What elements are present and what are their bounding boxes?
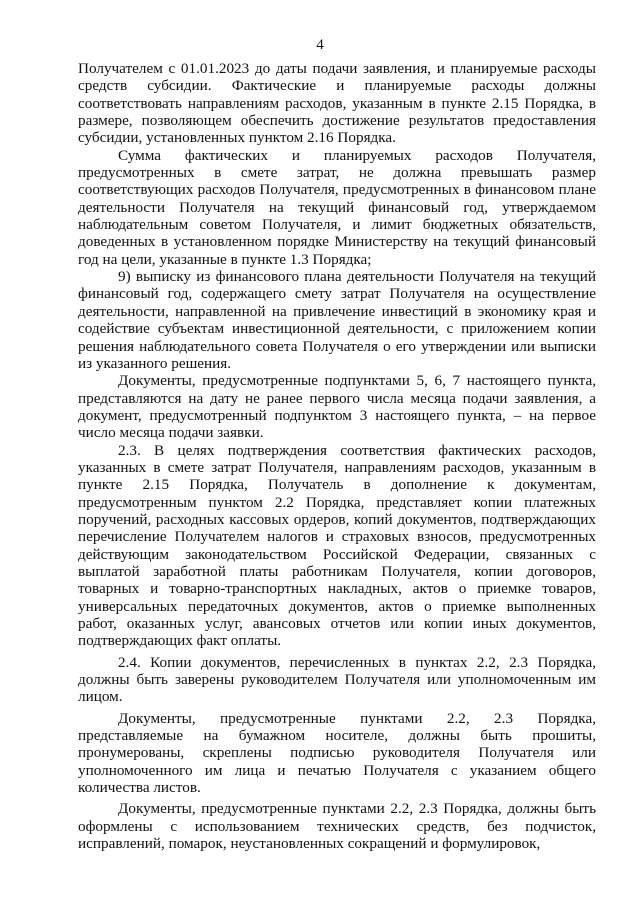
- paragraph-continuation: Получателем с 01.01.2023 до даты подачи заявления, и планируемые расходы средств субсидии. Фактические и планируемые расходы должны соответствовать направлениям расходов, указанным в пункте 2.15 Порядка, в размере, позволяющем обеспечить достижение результатов предоставления субсидии, установленных пунктом 2.16 Порядка.: [78, 60, 596, 147]
- page-number: 4: [316, 37, 324, 53]
- paragraph-paper-documents: Документы, предусмотренные пунктами 2.2, 2.3 Порядка, представляемые на бумажном носителе, должны быть прошиты, пронумерованы, скреплены подписью руководителя Получателя или уполномоченного им лица и печатью Получателя с указанием общего количества листов.: [78, 709, 596, 797]
- paragraph-2-4: 2.4. Копии документов, перечисленных в пунктах 2.2, 2.3 Порядка, должны быть заверены руководителем Получателя или уполномоченным им лицом.: [78, 653, 596, 706]
- paragraph-expenses-sum: Сумма фактических и планируемых расходов Получателя, предусмотренных в смете затрат, не должна превышать размер соответствующих расходов Получателя, предусмотренных в финансовом плане деятельности Получателя на текущий финансовый год, утверждаемом наблюдательным советом Получателя, и лимит бюджетных обязательств, доведенных в установленном порядке Министерству на текущий финансовый год на цели, указанные в пункте 1.3 Порядка;: [78, 146, 596, 268]
- paragraph-2-3: 2.3. В целях подтверждения соответствия фактических расходов, указанных в смете затрат Получателя, направлениям расходов, указанным в пункте 2.15 Порядка, Получатель в дополнение к документам, предусмотренным пунктом 2.2 Порядка, представляет копии платежных поручений, расходных кассовых ордеров, копий документов, подтверждающих перечисление Получателем налогов и страховых взносов, предусмотренных действующим законодательством Российской Федерации, связанных с выплатой заработной платы работникам Получателя, копии договоров, товарных и товарно-транспортных накладных, актов о приемке товаров, универсальных передаточных документов, актов о приемке выполненных работ, оказанных услуг, авансовых отчетов или копии иных документов, подтверждающих факт оплаты.: [78, 441, 596, 650]
- paragraph-item-9: 9) выписку из финансового плана деятельности Получателя на текущий финансовый год, содержащего смету затрат Получателя на осуществление деятельности, направленной на привлечение инвестиций в экономику края и содействие субъектам инвестиционной деятельности, с приложением копии решения наблюдательного совета Получателя о его утверждении или выписки из указанного решения.: [78, 268, 596, 372]
- paragraph-documents-format: Документы, предусмотренные пунктами 2.2, 2.3 Порядка, должны быть оформлены с использованием технических средств, без подчисток, исправлений, помарок, неустановленных сокращений и формулировок,: [78, 800, 596, 853]
- paragraph-documents-dates: Документы, предусмотренные подпунктами 5, 6, 7 настоящего пункта, представляются на дату не ранее первого числа месяца подачи заявления, а документ, предусмотренный подпунктом 3 настоящего пункта, – на первое число месяца подачи заявки.: [78, 372, 596, 442]
- document-body: [78, 60, 596, 852]
